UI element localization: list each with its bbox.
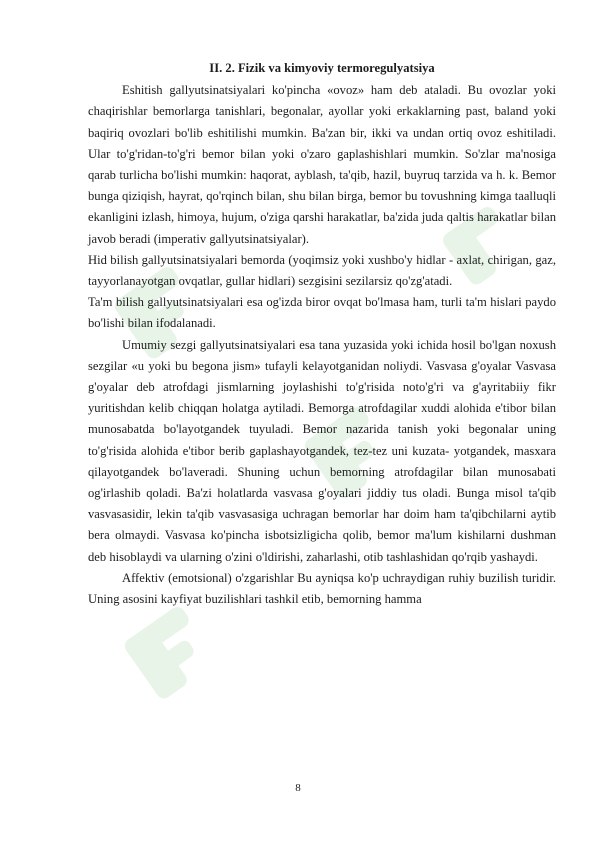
- paragraph-general-sensation: Umumiy sezgi gallyutsinatsiyalari esa tana yuzasida yoki ichida hosil bo'lgan noxush sezgilar «u yoki bu begona jism» tufayli kelayotganidan noliydi. Vasvasa g'oyalar Vasvasa g'oyalar deb atrofdagi jismlarning joylashishi to'g'risida noto'g'ri va g'ayritabiiy fikr yuritishdan kelib chiqqan holatga aytiladi. Bemorga atrofdagilar xuddi alohida e'tibor bilan munosabatda bo'layotgandek tuyuladi. Bemor nazarida tanish yoki begonalar uning to'g'risida alohida e'tibor berib gaplashayotgandek, tez-tez uni kuzata- yotgandek, masxara qilayotgandek bo'laveradi. Shuning uchun bemorning atrofdagilar bilan munosabati og'irlashib qoladi. Ba'zi holatlarda vasvasa g'oyalari jiddiy tus oladi. Bunga misol ta'qib vasvasasidir, lekin ta'qib vasvasasiga uchragan bemorlar har doim ham ta'qibchilarni aytib bera olmaydi. Vasvasa ko'pincha isbotsizligicha qolib, bemor ma'lum kishilarni dushman deb hisoblaydi va ularning o'zini o'ldirishi, zaharlashi, otib tashlashidan qo'rqib yashaydi.: [88, 337, 556, 564]
- section-title: II. 2. Fizik va kimyoviy termoregulyatsiya: [209, 61, 435, 75]
- paragraph-gustatory: Ta'm bilish gallyutsinatsiyalari esa og'izda biror ovqat bo'lmasa ham, turli ta'm hislari paydo bo'lishi bilan ifodalanadi.: [88, 295, 556, 331]
- page-number: 8: [295, 782, 301, 794]
- paragraph-olfactory: Hid bilish gallyutsinatsiyalari bemorda (yoqimsiz yoki xushbo'y hidlar - axlat, chirigan, gaz, tayyorlanayotgan ovqatlar, gullar hidlari) sezgisini sezilarsiz qo'zg'atadi.: [88, 252, 556, 289]
- paragraph-affective: Affektiv (emotsional) o'zgarishlar Bu ayniqsa ko'p uchraydigan ruhiy buzilish turidir. Uning asosini kayfiyat buzilishlari tashkil etib, bemorning hamma: [88, 570, 556, 607]
- paragraph-auditory: Eshitish gallyutsinatsiyalari ko'pincha «ovoz» ham deb ataladi. Bu ovozlar yoki chaqirishlar bemorlarga tanishlari, begonalar, ayollar yoki erkaklarning past, baland yoki baqiriq ovozlari bo'lib eshitilishi mumkin. Ba'zan bir, ikki va undan ortiq ovoz eshitiladi. Ular to'g'ridan-to'g'ri bemor bilan yoki o'zaro gaplashishlari mumkin. So'zlar ma'nosiga qarab turlicha bo'lishi mumkin: haqorat, ayblash, ta'qib, hazil, buyruq tarzida va h. k. Bemor bunga qiziqish, hayrat, qo'rqinch bilan, shu bilan birga, bemor bu tovushning kimga taalluqli ekanligini izlash, himoya, hujum, o'ziga qarshi harakatlar, ba'zida juda qaltis harakatlar bilan javob beradi (imperativ gallyutsinatsiyalar).: [88, 83, 556, 246]
- document-body: [88, 58, 556, 610]
